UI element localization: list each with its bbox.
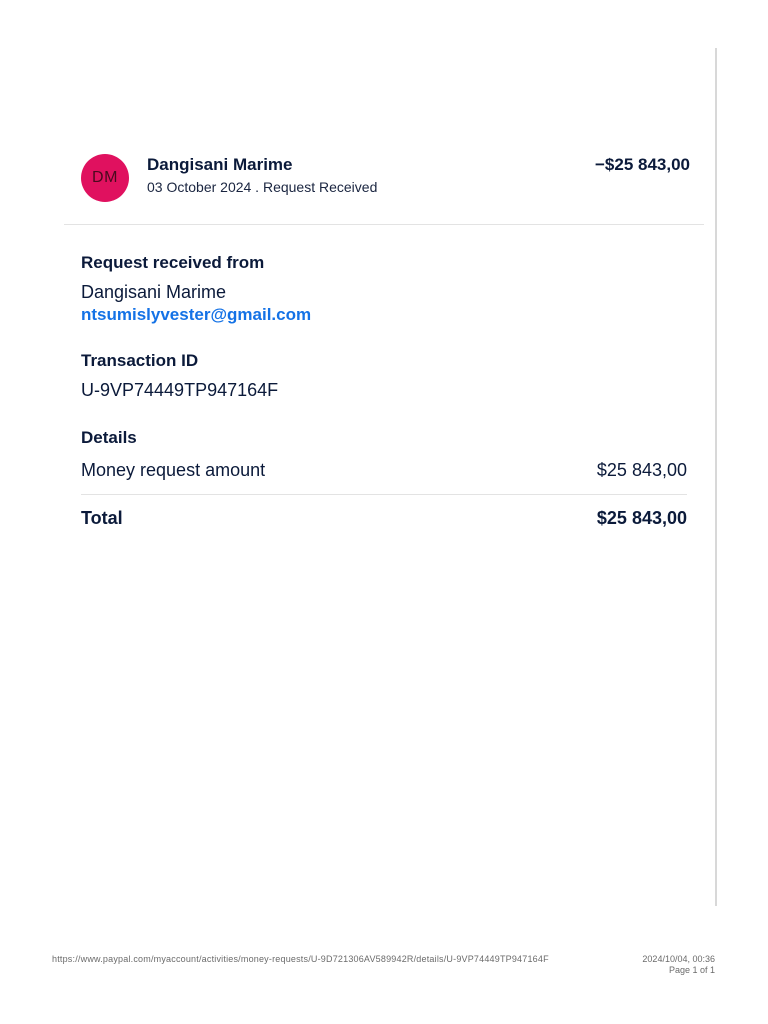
request-from-heading: Request received from bbox=[81, 253, 265, 272]
counterparty-name: Dangisani Marime bbox=[147, 155, 293, 174]
footer-page-number: Page 1 of 1 bbox=[668, 965, 715, 975]
requester-email-link[interactable]: ntsumislyvester@gmail.com bbox=[81, 305, 312, 324]
page-right-rule bbox=[715, 48, 717, 906]
total-value: $25 843,00 bbox=[596, 508, 687, 528]
avatar: DM bbox=[81, 154, 129, 202]
detail-row-value: $25 843,00 bbox=[596, 460, 687, 480]
transaction-id-value: U-9VP74449TP947164F bbox=[81, 380, 279, 400]
transaction-id-heading: Transaction ID bbox=[81, 351, 199, 370]
transaction-header bbox=[64, 150, 704, 225]
total-label: Total bbox=[81, 508, 123, 528]
footer-datetime: 2024/10/04, 00:36 bbox=[642, 954, 715, 964]
transaction-amount: −$25 843,00 bbox=[594, 155, 690, 174]
requester-name: Dangisani Marime bbox=[81, 282, 227, 302]
transaction-date-status: 03 October 2024 . Request Received bbox=[147, 179, 378, 195]
detail-row-label: Money request amount bbox=[81, 460, 266, 480]
details-heading: Details bbox=[81, 428, 137, 447]
footer-url: https://www.paypal.com/myaccount/activities/money-requests/U-9D721306AV589942R/details/U-9VP74449TP947164F bbox=[52, 954, 549, 964]
footer-meta bbox=[642, 954, 715, 976]
detail-row-total bbox=[81, 508, 687, 532]
details-divider bbox=[81, 494, 687, 495]
detail-row-money-request bbox=[81, 460, 687, 484]
